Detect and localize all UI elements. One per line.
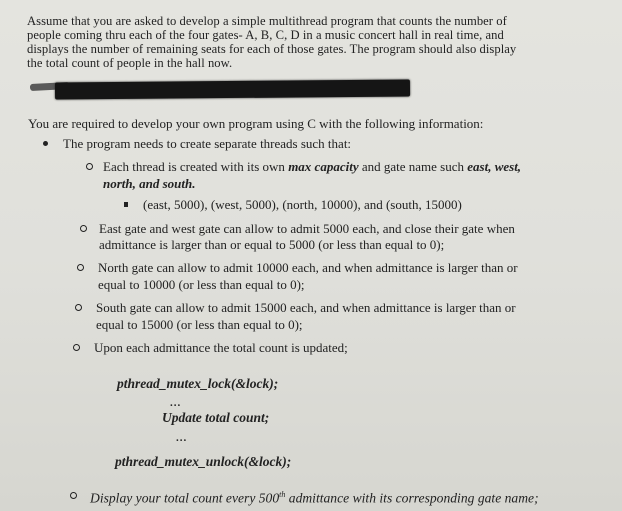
circle-bullet-icon xyxy=(77,264,84,271)
north-line-2: equal to 10000 (or less than equal to 0); xyxy=(98,277,305,292)
display-line xyxy=(90,488,539,505)
bullet-dot-icon xyxy=(43,141,48,146)
south-line-2: equal to 15000 (or less than equal to 0); xyxy=(96,317,303,332)
circle-bullet-icon xyxy=(86,163,93,170)
code-ellipsis-2: ... xyxy=(176,432,188,444)
circle-bullet-icon xyxy=(73,344,80,351)
intro-line-3: displays the number of remaining seats for each of those gates. The program should also display xyxy=(27,42,517,56)
sub-thread-text-c: and gate name such xyxy=(358,159,468,174)
display-superscript: th xyxy=(279,490,286,499)
code-ellipsis-1: ... xyxy=(170,397,182,409)
display-text-b: admittance with its corresponding gate name; xyxy=(285,490,539,506)
gate-tuples: (east, 5000), (west, 5000), (north, 10000), and (south, 15000) xyxy=(143,197,462,212)
east-west-line-1: East gate and west gate can allow to admit 5000 each, and close their gate when xyxy=(99,221,515,236)
code-update-total: Update total count; xyxy=(162,410,270,425)
intro-line-1: Assume that you are asked to develop a simple multithread program that counts the number of xyxy=(27,14,507,28)
required-text: You are required to develop your own program using C with the following information: xyxy=(28,116,484,131)
display-text-a: Display your total count every 500 xyxy=(90,490,280,506)
gate-names-term: east, west, xyxy=(467,159,522,174)
redaction-bar xyxy=(55,79,410,99)
north-line-1: North gate can allow to admit 10000 each, and when admittance is larger than or xyxy=(98,260,518,275)
east-west-line-2: admittance is larger than or equal to 5000 (or less than equal to 0); xyxy=(99,237,445,252)
max-capacity-term: max capacity xyxy=(288,159,359,174)
sub-thread-line-2: north, and south. xyxy=(103,176,196,191)
code-mutex-unlock: pthread_mutex_unlock(&lock); xyxy=(115,454,292,469)
sub-thread-text-a: Each thread is created with its own xyxy=(103,159,289,174)
intro-line-4: the total count of people in the hall now. xyxy=(27,56,233,70)
circle-bullet-icon xyxy=(80,225,87,232)
sub-thread-line-1 xyxy=(103,160,521,173)
circle-bullet-icon xyxy=(70,492,77,499)
south-line-1: South gate can allow to admit 15000 each, and when admittance is larger than or xyxy=(96,300,516,315)
intro-line-2: people coming thru each of the four gates- A, B, C, D in a music concert hall in real time, and xyxy=(27,28,504,42)
square-bullet-icon xyxy=(124,202,128,207)
circle-bullet-icon xyxy=(75,304,82,311)
bullet-threads: The program needs to create separate threads such that: xyxy=(63,136,352,151)
update-line: Upon each admittance the total count is updated; xyxy=(94,340,348,355)
code-mutex-lock: pthread_mutex_lock(&lock); xyxy=(117,376,279,391)
